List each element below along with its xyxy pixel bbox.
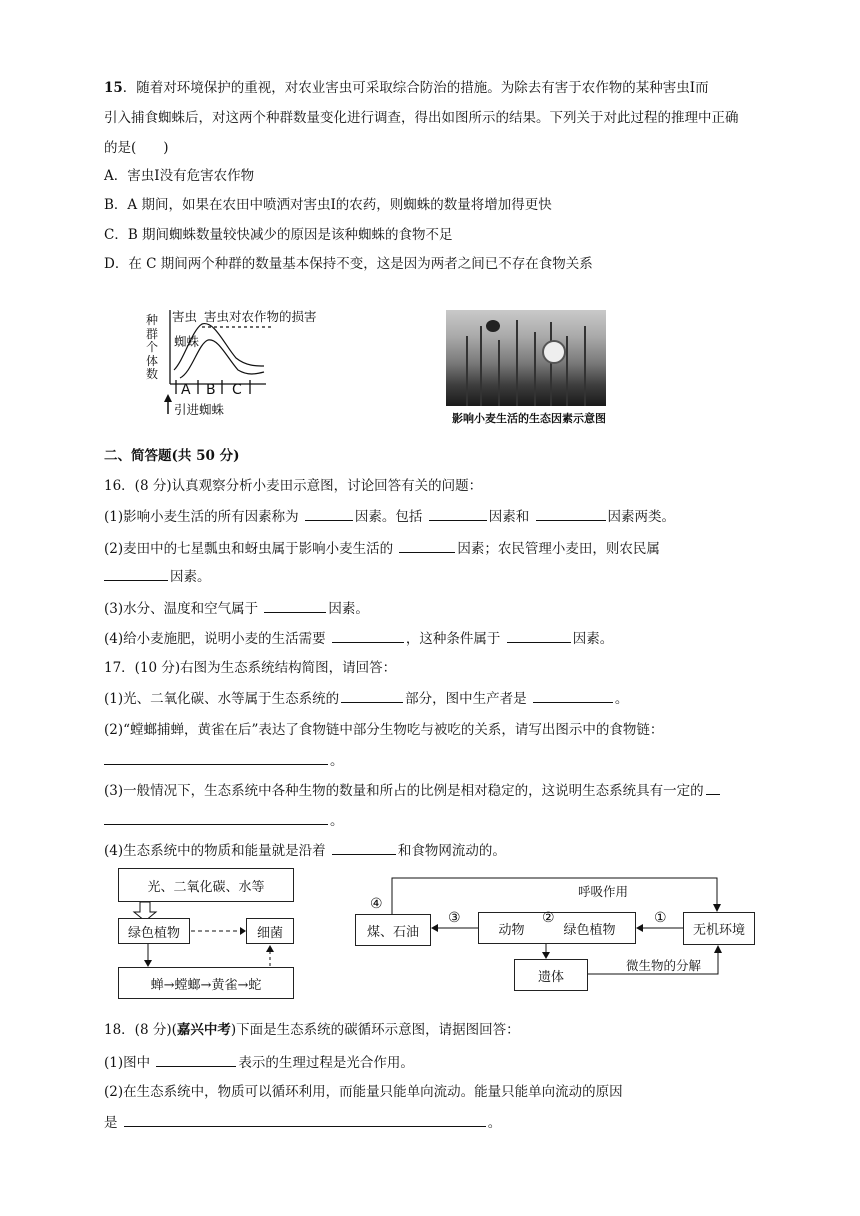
graph-period-c: C	[232, 382, 242, 398]
q15-line3: 的是( )	[104, 140, 169, 156]
q17-line2: (2)“螳螂捕蝉，黄雀在后”表达了食物链中部分生物吃与被吃的关系，请写出图示中的食物链：	[104, 722, 664, 738]
animal-plant-box	[478, 912, 636, 944]
q15-number: 15	[104, 80, 123, 96]
green-plant-box: 绿色植物	[118, 918, 190, 944]
q17-line5: 。	[104, 810, 344, 831]
q15-option-d: D．在 C 期间两个种群的数量基本保持不变，这是因为两者之间已不存在食物关系	[104, 256, 593, 272]
marker-3: ③	[448, 910, 461, 926]
marker-2: ②	[542, 910, 555, 926]
graph-pest-label: 害虫	[172, 309, 198, 324]
q18-line3: 是 。	[104, 1112, 501, 1133]
respiration-label: 呼吸作用	[578, 884, 629, 899]
flower-icon	[542, 340, 566, 364]
q15-line2: 引入捕食蜘蛛后，对这两个种群数量变化进行调查，得出如图所示的结果。下列关于对此过程的推理中正确	[104, 110, 739, 126]
q15-option-a: A．害虫Ⅰ没有危害农作物	[104, 168, 255, 184]
q16-line1: (1)影响小麦生活的所有因素称为 因素。包括 因素和 因素两类。	[104, 506, 675, 527]
q15-option-c: C．B 期间蜘蛛数量较快减少的原因是该种蜘蛛的食物不足	[104, 227, 453, 243]
q17-line4: (3)一般情况下，生态系统中各种生物的数量和所占的比例是相对稳定的，这说明生态系统具有一定的	[104, 780, 722, 801]
q16-line5: (4)给小麦施肥，说明小麦的生活需要 ，这种条件属于 因素。	[104, 628, 613, 649]
coal-oil-box: 煤、石油	[355, 914, 431, 946]
wheat-field-image	[446, 310, 606, 406]
ladybug-icon	[486, 320, 500, 332]
plant-label: 绿色植物	[563, 922, 616, 938]
q15-option-b: B．A 期间，如果在农田中喷洒对害虫Ⅰ的农药，则蜘蛛的数量将增加得更快	[104, 197, 552, 213]
q16-line4: (3)水分、温度和空气属于 因素。	[104, 598, 369, 619]
q16-line3: 因素。	[104, 566, 211, 587]
q18-line1: (1)图中 表示的生理过程是光合作用。	[104, 1052, 414, 1073]
decompose-label: 微生物的分解	[626, 958, 702, 973]
population-graph	[140, 300, 360, 420]
marker-1: ①	[654, 910, 667, 926]
graph-y-label: 种 群 个 体 数	[146, 313, 159, 381]
q15-line1: 15．随着对环境保护的重视，对农业害虫可采取综合防治的措施。为除去有害于农作物的某种害虫Ⅰ而	[104, 80, 709, 96]
graph-period-a: A	[181, 382, 191, 398]
graph-intro-label: 引进蜘蛛	[174, 402, 225, 417]
inorganic-env-box: 无机环境	[683, 912, 755, 945]
food-chain-box: 蝉→螳螂→黄雀→蛇	[118, 967, 294, 999]
photo-caption: 影响小麦生活的生态因素示意图	[452, 412, 606, 425]
graph-spider-label: 蜘蛛	[174, 334, 200, 349]
q16-head: 16．(8 分)认真观察分析小麦田示意图，讨论回答有关的问题：	[104, 478, 483, 494]
graph-damage-label: 害虫对农作物的损害	[204, 309, 317, 324]
q18-head: 18．(8 分)(嘉兴中考)下面是生态系统的碳循环示意图，请据图回答：	[104, 1022, 520, 1038]
animal-label: 动物	[498, 922, 525, 938]
marker-4: ④	[370, 896, 383, 912]
q16-line2: (2)麦田中的七星瓢虫和蚜虫属于影响小麦生活的 因素；农民管理小麦田，则农民属	[104, 538, 660, 559]
q18-line2: (2)在生态系统中，物质可以循环利用，而能量只能单向流动。能量只能单向流动的原因	[104, 1084, 623, 1100]
bacteria-box: 细菌	[246, 918, 294, 944]
q17-head: 17．(10 分)右图为生态系统结构简图，请回答：	[104, 660, 397, 676]
q17-line1: (1)光、二氧化碳、水等属于生态系统的 部分，图中生产者是 。	[104, 688, 628, 709]
section-title: 二、简答题(共 50 分)	[104, 448, 240, 464]
q17-line6: (4)生态系统中的物质和能量就是沿着 和食物网流动的。	[104, 840, 506, 861]
q17-line3: 。	[104, 750, 344, 771]
remains-box: 遗体	[514, 959, 588, 991]
graph-period-b: B	[206, 382, 216, 398]
abiotic-box: 光、二氧化碳、水等	[118, 868, 294, 902]
